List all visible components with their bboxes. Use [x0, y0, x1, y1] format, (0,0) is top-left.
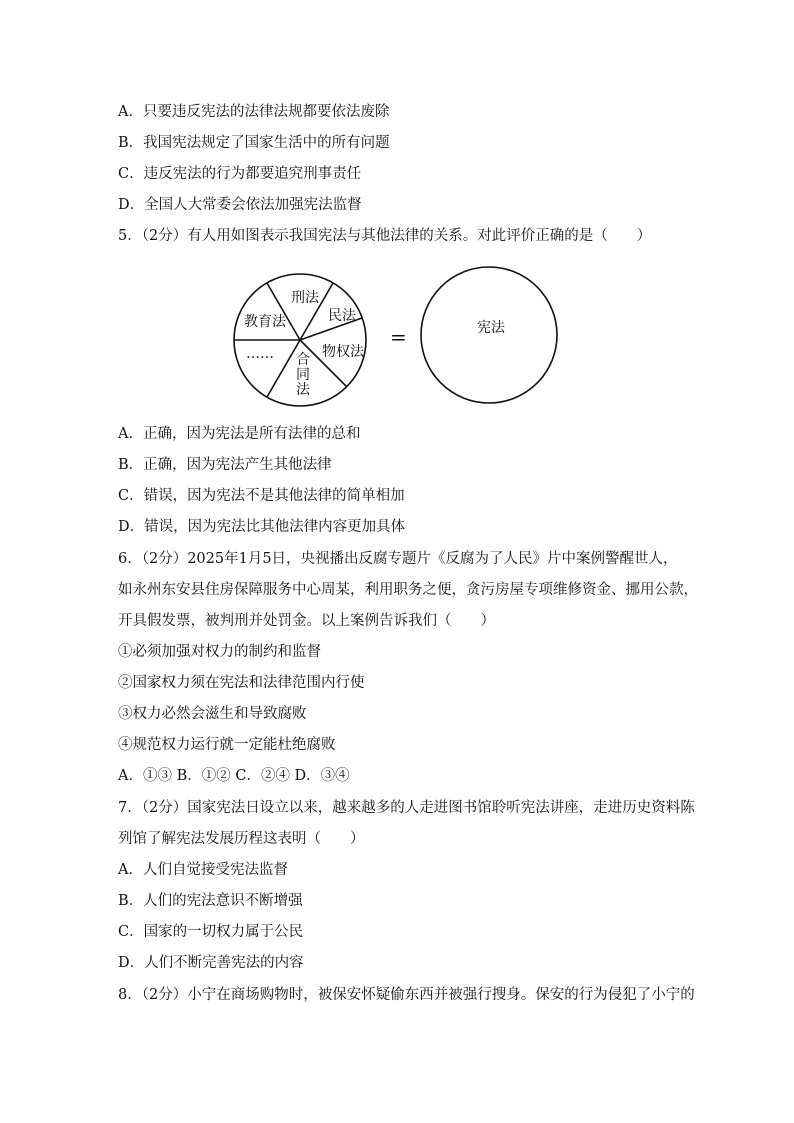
q5-option-b: B．正确，因为宪法产生其他法律: [118, 457, 332, 473]
q8-stem-line-1: 8．（2分）小宁在商场购物时，被保安怀疑偷东西并被强行搜身。保安的行为侵犯了小宁的: [118, 987, 695, 1003]
pie-label-minfa: 民法: [328, 308, 356, 324]
q5-stem: 5．（2分）有人用如图表示我国宪法与其他法律的关系。对此评价正确的是（ ）: [118, 228, 652, 244]
q7-stem-line-1: 7．（2分）国家宪法日设立以来，越来越多的人走进图书馆聆听宪法讲座，走进历史资料陈: [118, 800, 695, 816]
q6-stem-line-2: 如永州东安县住房保障服务中心周某，利用职务之便，贪污房屋专项维修资金、挪用公款，: [118, 582, 698, 598]
q5-figure: [0, 258, 794, 408]
q5-option-c: C．错误，因为宪法不是其他法律的简单相加: [118, 488, 405, 504]
q6-statement-1: ①必须加强对权力的制约和监督: [118, 644, 321, 660]
pie-label-xingfa: 刑法: [291, 290, 319, 306]
pie-label-hetongfa-2: 同: [296, 367, 310, 383]
q7-option-c: C．国家的一切权力属于公民: [118, 924, 304, 940]
q4-option-c: C．违反宪法的行为都要追究刑事责任: [118, 166, 362, 182]
q6-statement-2: ②国家权力须在宪法和法律范围内行使: [118, 675, 365, 691]
equals-sign: =: [390, 325, 407, 349]
q6-statement-4: ④规范权力运行就一定能杜绝腐败: [118, 737, 336, 753]
q4-option-b: B．我国宪法规定了国家生活中的所有问题: [118, 135, 390, 151]
pie-label-jiaoyufa: 教育法: [244, 314, 286, 330]
q6-statement-3: ③权力必然会滋生和导致腐败: [118, 706, 307, 722]
q5-option-d: D．错误，因为宪法比其他法律内容更加具体: [118, 519, 406, 535]
pie-label-hetongfa-1: 合: [296, 352, 310, 368]
q4-option-a: A．只要违反宪法的法律法规都要依法废除: [118, 104, 390, 120]
q4-option-d: D．全国人大常委会依法加强宪法监督: [118, 197, 362, 213]
q7-option-b: B．人们的宪法意识不断增强: [118, 893, 303, 909]
right-circle-label: 宪法: [477, 320, 505, 336]
q7-option-a: A．人们自觉接受宪法监督: [118, 862, 288, 878]
q5-option-a: A．正确，因为宪法是所有法律的总和: [118, 426, 361, 442]
pie-label-wuquanfa: 物权法: [322, 344, 364, 360]
q7-stem-line-2: 列馆了解宪法发展历程这表明（ ）: [118, 831, 365, 847]
q6-choices: A．①③ B．①② C．②④ D．③④: [118, 768, 350, 784]
q7-option-d: D．人们不断完善宪法的内容: [118, 955, 304, 971]
pie-label-ellipsis: ……: [246, 346, 274, 362]
q6-stem-line-1: 6．（2分）2025年1月5日，央视播出反腐专题片《反腐为了人民》片中案例警醒世人，: [118, 551, 678, 567]
q6-stem-line-3: 开具假发票，被判刑并处罚金。以上案例告诉我们（ ）: [118, 613, 495, 629]
pie-label-hetongfa-3: 法: [296, 382, 310, 398]
